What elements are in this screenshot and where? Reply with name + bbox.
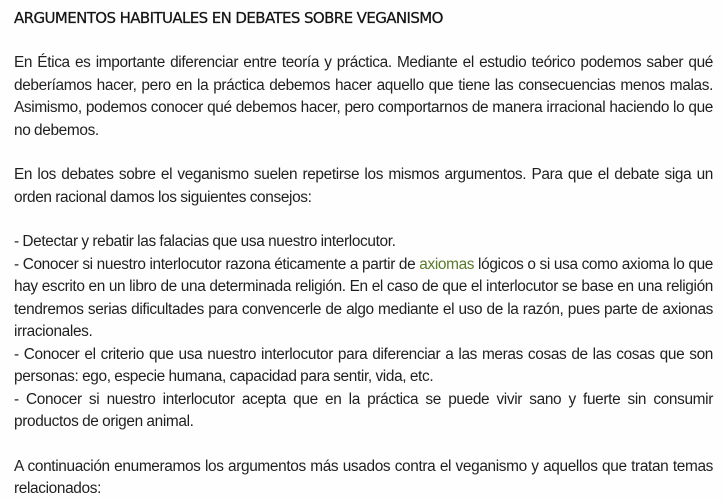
tip-item [14, 254, 713, 344]
debate-paragraph: En los debates sobre el veganismo suelen repetirse los mismos argumentos. Para que el debate siga un orden racional damos los siguientes consejos: [14, 166, 713, 206]
intro-paragraph: En Ética es importante diferenciar entre teoría y práctica. Mediante el estudio teórico podemos saber qué deberíamos hacer, pero en la práctica debemos hacer aquello que tiene las consecuencias menos malas. Asimismo, podemos conocer qué debemos hacer, pero comportarnos de manera irracional haciendo lo que no debemos. [14, 54, 713, 139]
tip-text: lógicos o si usa como axioma lo que hay escrito en un libro de una determinada religión. En el caso de que el interlocutor se base en una religión tendremos serias dificultades para convencerle de algo mediante el uso de la razón, pues parte de axionas irracionales. [14, 255, 713, 340]
axiomas-link[interactable]: axiomas [419, 255, 475, 273]
article-title: ARGUMENTOS HABITUALES EN DEBATES SOBRE VEGANISMO [14, 9, 443, 27]
tips-list [14, 231, 713, 434]
tip-item: - Detectar y rebatir las falacias que usa nuestro interlocutor. [14, 233, 396, 250]
tip-item: - Conocer el criterio que usa nuestro interlocutor para diferenciar a las meras cosas de las cosas que son personas: ego, especie humana, capacidad para sentir, vida, etc. [14, 345, 713, 385]
closing-paragraph: A continuación enumeramos los argumentos más usados contra el veganismo y aquellos que tratan temas relacionados: [14, 457, 713, 497]
tip-item: - Conocer si nuestro interlocutor acepta que en la práctica se puede vivir sano y fuerte sin consumir productos de origen animal. [14, 390, 713, 430]
tip-text: - Conocer si nuestro interlocutor razona éticamente a partir de [14, 255, 420, 273]
article [14, 7, 713, 501]
